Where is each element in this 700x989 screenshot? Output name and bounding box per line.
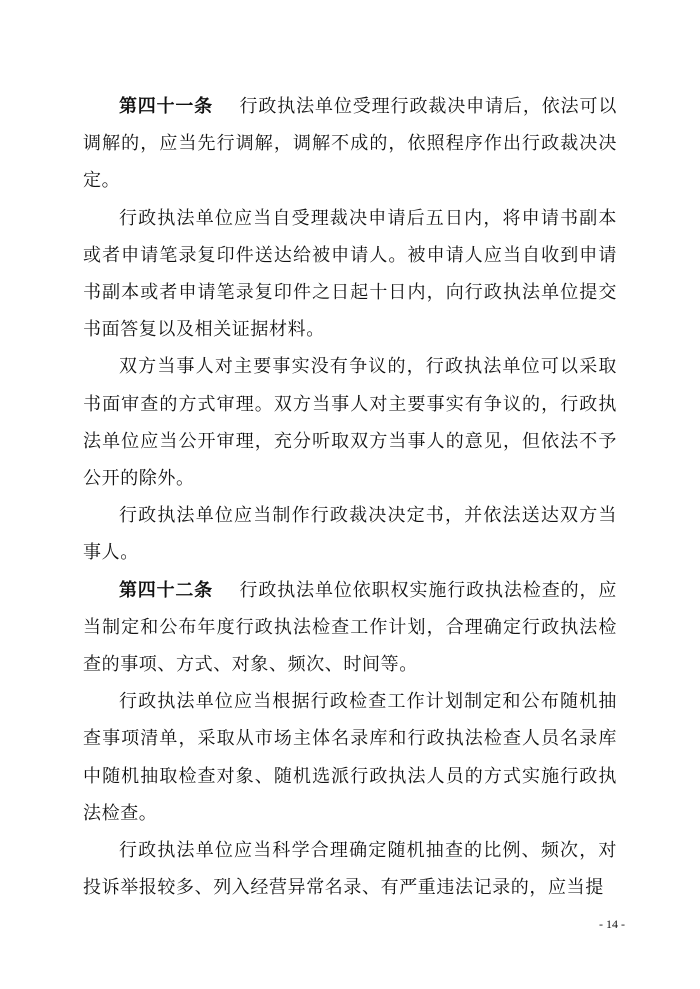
article-41-paragraph-4: 行政执法单位应当制作行政裁决决定书，并依法送达双方当事人。 <box>83 505 617 564</box>
article-41-text: 行政执法单位受理行政裁决申请后，依法可以调解的，应当先行调解，调解不成的，依照程序作出行政裁决决定。 <box>83 96 618 192</box>
article-42-paragraph <box>83 572 617 684</box>
page-number: - 14 - <box>599 917 625 931</box>
article-41-heading: 第四十一条 <box>119 96 213 117</box>
article-41-paragraph-2: 行政执法单位应当自受理裁决申请后五日内，将申请书副本或者申请笔录复印件送达给被申请人。被申请人应当自收到申请书副本或者申请笔录复印件之日起十日内，向行政执法单位提交书面答复以及相关证据材料。 <box>83 207 617 341</box>
article-42-paragraph-3: 行政执法单位应当科学合理确定随机抽查的比例、频次，对投诉举报较多、列入经营异常名录、有严重违法记录的，应当提 <box>83 840 617 899</box>
article-42-text: 行政执法单位依职权实施行政执法检查的，应当制定和公布年度行政执法检查工作计划，合理确定行政执法检查的事项、方式、对象、频次、时间等。 <box>83 579 618 676</box>
article-41-paragraph <box>83 88 617 200</box>
article-42-heading: 第四十二条 <box>119 579 213 601</box>
document-body <box>83 88 617 906</box>
article-41-paragraph-3: 双方当事人对主要事实没有争议的，行政执法单位可以采取书面审查的方式审理。双方当事人对主要事实有争议的，行政执法单位应当公开审理，充分听取双方当事人的意见，但依法不予公开的除外。 <box>83 356 617 490</box>
article-42-paragraph-2: 行政执法单位应当根据行政检查工作计划制定和公布随机抽查事项清单，采取从市场主体名录库和行政执法检查人员名录库中随机抽取检查对象、随机选派行政执法人员的方式实施行政执法检查。 <box>83 691 617 824</box>
